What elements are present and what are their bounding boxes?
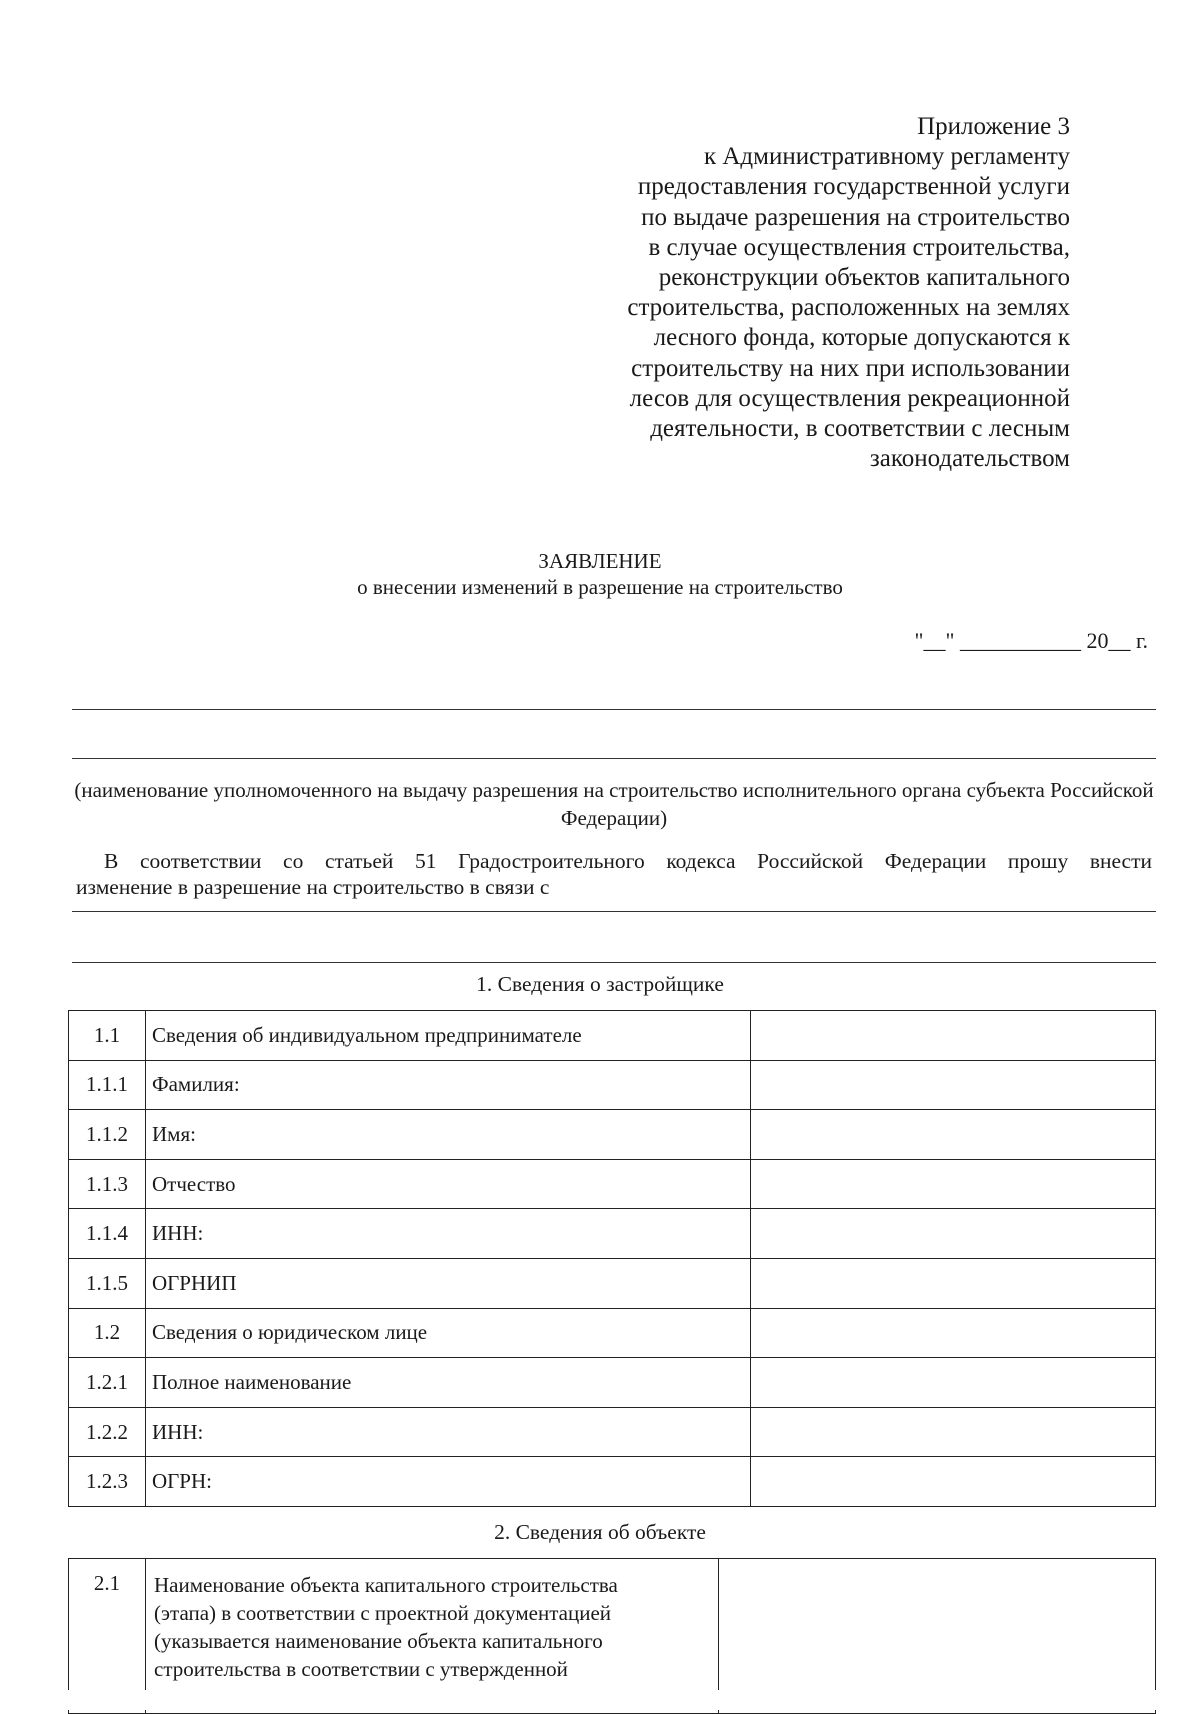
row-label-line: строительства в соответствии с утвержденной	[154, 1657, 568, 1681]
row-number: 1.1.4	[69, 1209, 146, 1259]
appendix-line: к Административному регламенту	[703, 143, 1070, 171]
row-label: ОГРНИП	[146, 1258, 751, 1308]
table-row	[69, 1308, 1156, 1358]
appendix-line: лесного фонда, которые допускаются к	[653, 324, 1070, 352]
row-label: Сведения о юридическом лице	[146, 1308, 751, 1358]
section2-title: 2. Сведения об объекте	[494, 1520, 706, 1544]
table-row	[69, 1258, 1156, 1308]
row-number: 1.1.2	[69, 1110, 146, 1160]
date-field[interactable]: "__" ___________ 20__ г.	[914, 628, 1148, 653]
appendix-line: по выдаче разрешения на строительство	[641, 203, 1070, 231]
request-line: В соответствии со статьей 51 Градостроительного кодекса Российской Федерации прошу внести	[104, 849, 1152, 873]
row-label: Полное наименование	[146, 1358, 751, 1408]
table-row	[69, 1358, 1156, 1408]
page-bottom-edge	[60, 1690, 1170, 1710]
row-number: 1.2	[69, 1308, 146, 1358]
row-value-cell[interactable]	[751, 1407, 1156, 1457]
appendix-line: строительству на них при использовании	[631, 354, 1070, 382]
table-row	[69, 1209, 1156, 1259]
row-number: 1.2.1	[69, 1358, 146, 1408]
row-value-cell[interactable]	[751, 1358, 1156, 1408]
table-row	[69, 1407, 1156, 1457]
authority-blank-line[interactable]	[72, 709, 1156, 710]
row-number: 1.2.3	[69, 1457, 146, 1507]
appendix-line: строительства, расположенных на землях	[627, 294, 1070, 322]
row-value-cell[interactable]	[751, 1060, 1156, 1110]
document-title-block	[0, 548, 1200, 600]
document-subtitle: о внесении изменений в разрешение на строительство	[357, 575, 843, 599]
reason-blank-line[interactable]	[72, 911, 1156, 912]
appendix-line: законодательством	[869, 445, 1070, 473]
request-paragraph	[76, 848, 1152, 900]
row-value-cell[interactable]	[751, 1457, 1156, 1507]
row-value-cell[interactable]	[751, 1308, 1156, 1358]
appendix-line: лесов для осуществления рекреационной	[629, 384, 1070, 412]
row-label-line: (указывается наименование объекта капитального	[154, 1629, 603, 1653]
row-number: 1.1.5	[69, 1258, 146, 1308]
appendix-line: Приложение 3	[917, 113, 1070, 140]
row-number: 1.2.2	[69, 1407, 146, 1457]
row-label: Имя:	[146, 1110, 751, 1160]
row-label-line: Наименование объекта капитального строительства	[154, 1573, 618, 1597]
appendix-header	[627, 112, 1070, 474]
table-row	[69, 1110, 1156, 1160]
row-label: ИНН:	[146, 1407, 751, 1457]
row-label-line: (этапа) в соответствии с проектной документацией	[154, 1601, 612, 1625]
appendix-line: предоставления государственной услуги	[637, 173, 1070, 201]
row-value-cell[interactable]	[751, 1159, 1156, 1209]
row-number: 2.1	[69, 1559, 146, 1714]
table-row	[69, 1011, 1156, 1061]
table-row	[69, 1457, 1156, 1507]
row-value-cell[interactable]	[751, 1110, 1156, 1160]
table-row	[69, 1060, 1156, 1110]
appendix-line: реконструкции объектов капитального	[658, 264, 1070, 292]
appendix-line: деятельности, в соответствии с лесным	[650, 415, 1070, 443]
row-number: 1.1.3	[69, 1159, 146, 1209]
row-value-cell[interactable]	[751, 1209, 1156, 1259]
row-number: 1.1.1	[69, 1060, 146, 1110]
section1-title: 1. Сведения о застройщике	[476, 972, 724, 996]
row-label: ИНН:	[146, 1209, 751, 1259]
row-number: 1.1	[69, 1011, 146, 1061]
row-label: Сведения об индивидуальном предпринимателе	[146, 1011, 751, 1061]
developer-info-table	[68, 1010, 1156, 1507]
row-value-cell[interactable]	[751, 1258, 1156, 1308]
row-value-cell[interactable]	[751, 1011, 1156, 1061]
table-row	[69, 1159, 1156, 1209]
reason-blank-line[interactable]	[72, 962, 1156, 963]
authority-blank-line[interactable]	[72, 758, 1156, 759]
row-label: Фамилия:	[146, 1060, 751, 1110]
row-label: ОГРН:	[146, 1457, 751, 1507]
request-line: изменение в разрешение на строительство в связи с	[76, 875, 550, 899]
authority-caption: (наименование уполномоченного на выдачу разрешения на строительство исполнительного органа субъекта Российской Федерации)	[74, 778, 1154, 830]
document-title: ЗАЯВЛЕНИЕ	[538, 549, 662, 573]
appendix-line: в случае осуществления строительства,	[648, 233, 1070, 261]
row-label: Отчество	[146, 1159, 751, 1209]
